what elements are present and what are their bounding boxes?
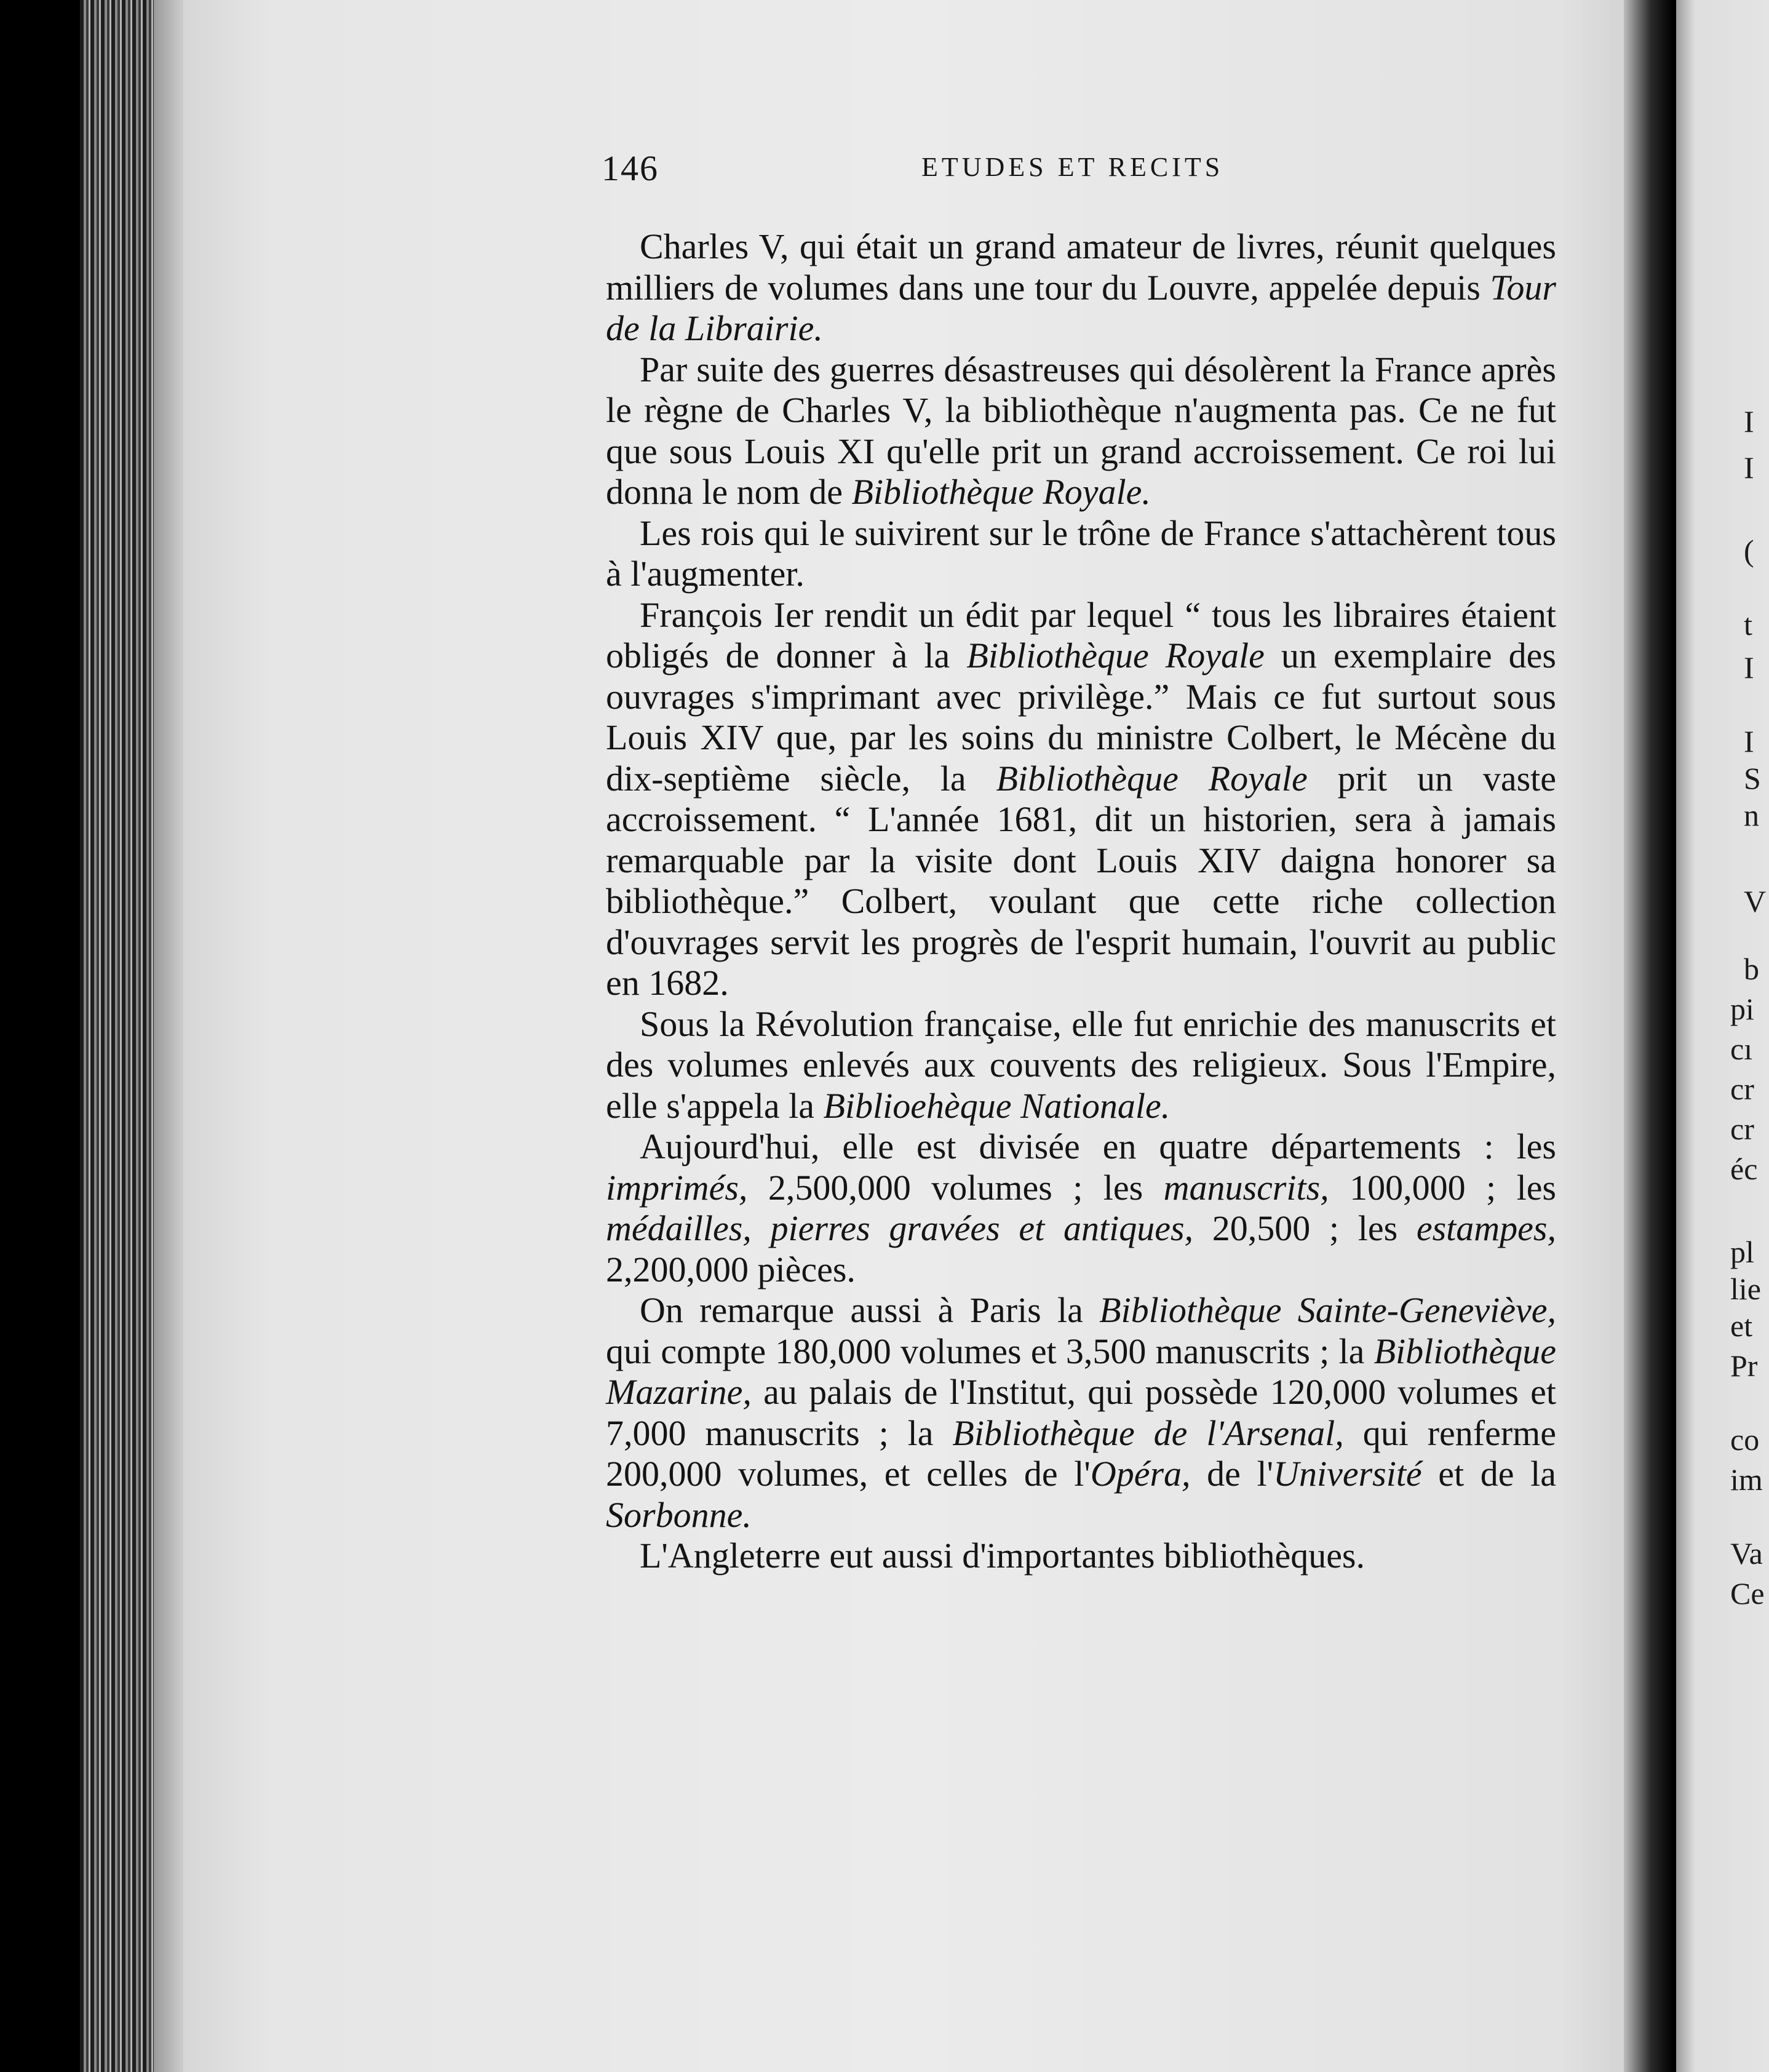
facing-page-fragment: n bbox=[1744, 798, 1759, 832]
italic-text: Tour de la Librairie. bbox=[606, 267, 1556, 348]
paragraph bbox=[606, 226, 1556, 349]
facing-page-fragment: S bbox=[1744, 761, 1761, 795]
facing-page-fragment: cr bbox=[1730, 1072, 1754, 1106]
text-run: au palais de l'Institut, qui possède 120,000 volumes et 7,000 manuscrits ; la bbox=[606, 1372, 1556, 1453]
text-run: Par suite des guerres désastreuses qui désolèrent la France après le règne de Charles V, la bibliothèque n'augmenta pas. Ce ne fut que sous Louis XI qu'elle prit un grand accroissement. Ce roi lui donna le nom de bbox=[606, 349, 1556, 512]
page-number: 146 bbox=[602, 148, 659, 188]
italic-text: Opéra, bbox=[1090, 1454, 1191, 1494]
facing-page-fragment: I bbox=[1744, 404, 1754, 439]
running-title: ETUDES ET RECITS bbox=[921, 152, 1224, 182]
facing-page-fragment: Va bbox=[1730, 1536, 1763, 1571]
facing-page-fragment: Ce bbox=[1730, 1576, 1765, 1611]
facing-page-fragment: im bbox=[1730, 1462, 1763, 1497]
paragraph bbox=[606, 349, 1556, 513]
facing-page-fragment: et bbox=[1730, 1309, 1753, 1343]
facing-page-fragment: I bbox=[1744, 724, 1754, 759]
text-run: Sous la Révolution française, elle fut enrichie des manuscrits et des volumes enlevés aux couvents des religieux. Sous l'Empire, elle s'appela la bbox=[606, 1003, 1556, 1126]
text-run: L'Angleterre eut aussi d'importantes bibliothèques. bbox=[640, 1536, 1366, 1576]
text-run: un exemplaire des ouvrages s'imprimant avec privilège.” Mais ce fut surtout sous Louis XIV que, par les soins du ministre Colbert, le Mécène du dix-septième siècle, la bbox=[606, 636, 1556, 799]
paragraph bbox=[606, 1290, 1556, 1536]
facing-page-fragment: cı bbox=[1730, 1032, 1753, 1066]
facing-page-fragment: I bbox=[1744, 450, 1754, 485]
text-run: et de la bbox=[1421, 1454, 1556, 1494]
italic-text: Sorbonne. bbox=[606, 1494, 752, 1535]
text-run: 20,500 ; les bbox=[1193, 1208, 1417, 1248]
italic-text: Bibliothèque Royale. bbox=[851, 472, 1151, 512]
binding-gutter bbox=[1624, 0, 1673, 2072]
italic-text: imprimés, bbox=[606, 1167, 748, 1208]
italic-text: Bibliothèque Royale bbox=[966, 636, 1265, 675]
facing-page-fragment: Pr bbox=[1730, 1349, 1758, 1383]
text-run: de l' bbox=[1190, 1454, 1274, 1494]
paragraph bbox=[606, 595, 1556, 1004]
facing-page-fragment: co bbox=[1730, 1422, 1760, 1457]
facing-page-fragment: éc bbox=[1730, 1152, 1758, 1186]
text-run: qui renferme 200,000 volumes, et celles de l' bbox=[606, 1413, 1556, 1494]
italic-text: Université bbox=[1273, 1454, 1422, 1494]
facing-page-fragment: t bbox=[1744, 607, 1752, 642]
facing-page-fragment: pi bbox=[1730, 992, 1754, 1026]
text-run: Les rois qui le suivirent sur le trône de France s'attachèrent tous à l'augmenter. bbox=[606, 512, 1556, 594]
italic-text: médailles, pierres gravées et antiques, bbox=[606, 1208, 1194, 1248]
facing-page-fragment: I bbox=[1744, 650, 1754, 685]
facing-page bbox=[1676, 0, 1769, 2072]
facing-page-fragment: ( bbox=[1744, 533, 1754, 568]
text-run: On remarque aussi à Paris la bbox=[640, 1290, 1100, 1330]
paragraph bbox=[606, 1126, 1556, 1290]
facing-page-fragment: cr bbox=[1730, 1112, 1754, 1146]
text-run: François Ier rendit un édit par lequel “ tous les libraires étaient obligés de donner à la bbox=[606, 594, 1556, 675]
page-edges-shade bbox=[154, 0, 185, 2072]
italic-text: Bibliothèque de l'Arsenal, bbox=[952, 1413, 1344, 1453]
facing-page-fragment: V bbox=[1744, 884, 1767, 918]
text-run: Charles V, qui était un grand amateur de livres, réunit quelques milliers de volumes dans une tour du Louvre, appelée depuis bbox=[606, 226, 1556, 308]
italic-text: Biblioehèque Nationale. bbox=[823, 1085, 1171, 1126]
facing-page-fragment: pl bbox=[1730, 1235, 1754, 1269]
text-run: 2,500,000 volumes ; les bbox=[747, 1167, 1164, 1208]
text-run: 100,000 ; les bbox=[1329, 1167, 1557, 1208]
text-run: 2,200,000 pièces. bbox=[606, 1249, 856, 1289]
italic-text: Bibliothèque Royale bbox=[996, 758, 1308, 799]
text-run: prit un vaste accroissement. “ L'année 1681, dit un historien, sera à jamais remarquable par la visite dont Louis XIV daigna honorer sa bibliothèque.” Colbert, voulant que cette riche collection d'ouvrages servit les progrès de l'esprit humain, l'ouvrit au public en 1682. bbox=[606, 758, 1556, 1003]
italic-text: Bibliothèque Sainte-Geneviève, bbox=[1099, 1290, 1556, 1330]
paragraph bbox=[606, 513, 1556, 595]
italic-text: Bibliothèque Mazarine, bbox=[606, 1331, 1556, 1412]
italic-text: estampes, bbox=[1416, 1208, 1556, 1248]
facing-page-fragment: b bbox=[1744, 952, 1759, 986]
facing-page-fragment: lie bbox=[1730, 1272, 1761, 1306]
paragraph bbox=[606, 1004, 1556, 1127]
italic-text: manuscrits, bbox=[1163, 1167, 1329, 1208]
paragraph bbox=[606, 1536, 1556, 1577]
running-head bbox=[602, 148, 1561, 197]
body-text bbox=[606, 226, 1556, 1577]
text-run: Aujourd'hui, elle est divisée en quatre départements : les bbox=[640, 1126, 1556, 1166]
text-run: qui compte 180,000 volumes et 3,500 manuscrits ; la bbox=[606, 1331, 1374, 1371]
